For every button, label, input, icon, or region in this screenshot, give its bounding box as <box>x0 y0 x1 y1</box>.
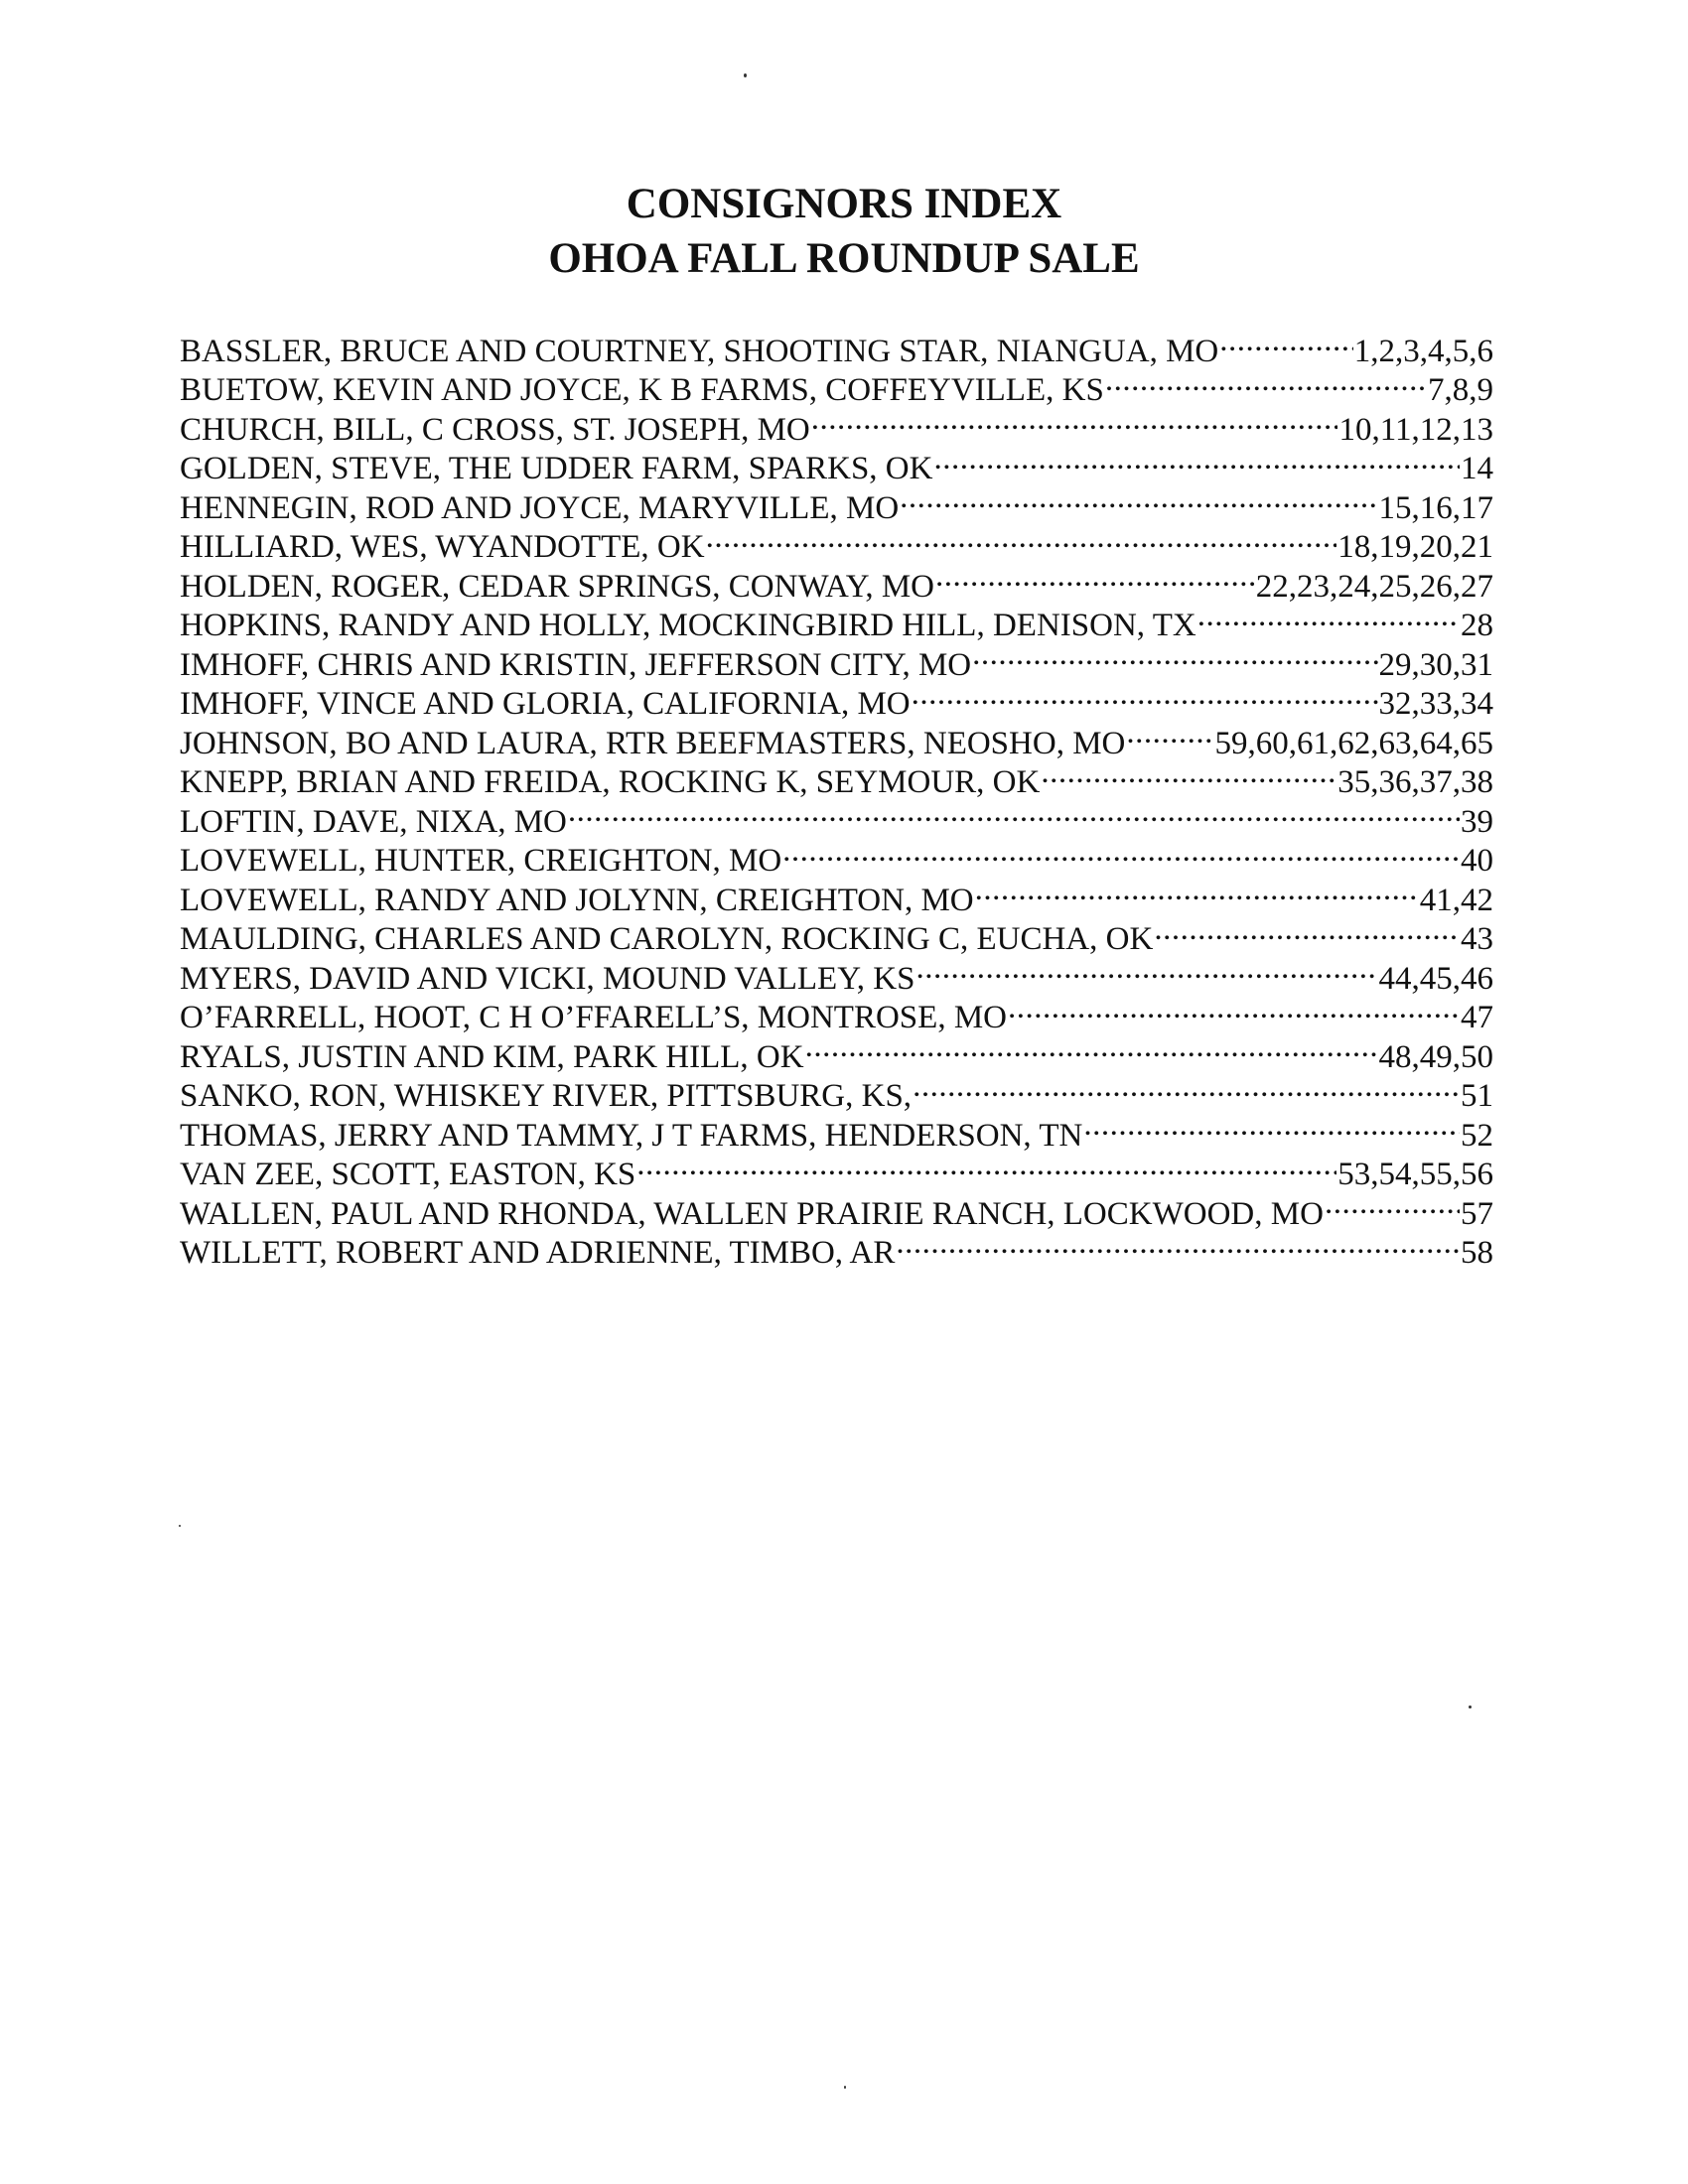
dot-leader <box>636 1146 1336 1185</box>
dot-leader <box>568 792 1460 832</box>
lot-numbers: 51 <box>1461 1078 1493 1114</box>
lot-numbers: 58 <box>1461 1235 1493 1271</box>
consignor-name: WALLEN, PAUL AND RHONDA, WALLEN PRAIRIE RANCH, LOCKWOOD, MO <box>180 1195 1324 1232</box>
dot-leader <box>896 1224 1460 1264</box>
consignor-name: RYALS, JUSTIN AND KIM, PARK HILL, OK <box>180 1038 804 1075</box>
consignor-name: HOLDEN, ROGER, CEDAR SPRINGS, CONWAY, MO <box>180 568 935 605</box>
lot-numbers: 14 <box>1461 451 1493 486</box>
lot-numbers: 15,16,17 <box>1378 489 1493 526</box>
scan-speck <box>179 1525 181 1527</box>
consignor-name: CHURCH, BILL, C CROSS, ST. JOSEPH, MO <box>180 411 810 448</box>
dot-leader <box>935 557 1255 597</box>
consignor-name: BUETOW, KEVIN AND JOYCE, K B FARMS, COFFEYVILLE, KS <box>180 372 1104 408</box>
lot-numbers: 28 <box>1461 608 1493 643</box>
consignor-name: WILLETT, ROBERT AND ADRIENNE, TIMBO, AR <box>180 1235 896 1271</box>
lot-numbers: 47 <box>1461 1000 1493 1035</box>
dot-leader <box>900 478 1377 518</box>
scan-speck <box>844 2086 846 2089</box>
dot-leader <box>913 1067 1460 1107</box>
lot-numbers: 48,49,50 <box>1378 1038 1493 1075</box>
dot-leader <box>912 675 1378 715</box>
consignor-name: GOLDEN, STEVE, THE UDDER FARM, SPARKS, OK <box>180 451 933 486</box>
lot-numbers: 40 <box>1461 843 1493 879</box>
dot-leader <box>1008 989 1460 1028</box>
dot-leader <box>1083 1106 1460 1146</box>
lot-numbers: 44,45,46 <box>1378 960 1493 997</box>
lot-numbers: 41,42 <box>1419 882 1493 918</box>
consignor-name: IMHOFF, CHRIS AND KRISTIN, JEFFERSON CITY, MO <box>180 646 972 683</box>
lot-numbers: 57 <box>1461 1195 1493 1232</box>
lot-numbers: 43 <box>1461 921 1493 957</box>
dot-leader <box>933 440 1460 479</box>
document-subtitle: OHOA FALL ROUNDUP SALE <box>548 235 1140 282</box>
dot-leader <box>972 635 1377 675</box>
lot-numbers: 39 <box>1461 803 1493 840</box>
document-title: CONSIGNORS INDEX <box>626 181 1062 227</box>
dot-leader <box>811 400 1338 440</box>
lot-numbers: 7,8,9 <box>1428 372 1493 408</box>
consignor-name: LOFTIN, DAVE, NIXA, MO <box>180 803 567 840</box>
lot-numbers: 32,33,34 <box>1378 686 1493 722</box>
scan-speck <box>744 73 747 77</box>
lot-numbers: 1,2,3,4,5,6 <box>1353 333 1493 369</box>
lot-numbers: 59,60,61,62,63,64,65 <box>1214 725 1493 761</box>
consignor-name: KNEPP, BRIAN AND FREIDA, ROCKING K, SEYMOUR, OK <box>180 764 1041 800</box>
lot-numbers: 22,23,24,25,26,27 <box>1255 568 1493 605</box>
dot-leader <box>975 871 1419 910</box>
consignor-name: JOHNSON, BO AND LAURA, RTR BEEFMASTERS, NEOSHO, MO <box>180 725 1126 761</box>
consignor-name: SANKO, RON, WHISKEY RIVER, PITTSBURG, KS, <box>180 1078 913 1114</box>
consignor-name: O’FARRELL, HOOT, C H O’FFARELL’S, MONTROSE, MO <box>180 1000 1007 1035</box>
dot-leader <box>915 949 1377 989</box>
dot-leader <box>805 1027 1378 1067</box>
index-entry <box>180 322 1493 369</box>
scan-speck <box>1469 1706 1472 1708</box>
document-header <box>0 177 1688 286</box>
dot-leader <box>1154 910 1460 950</box>
consignor-name: BASSLER, BRUCE AND COURTNEY, SHOOTING STAR, NIANGUA, MO <box>180 333 1219 369</box>
consignor-name: VAN ZEE, SCOTT, EASTON, KS <box>180 1157 636 1192</box>
dot-leader <box>1105 361 1427 401</box>
dot-leader <box>1219 322 1352 361</box>
consignor-name: IMHOFF, VINCE AND GLORIA, CALIFORNIA, MO <box>180 686 911 722</box>
lot-numbers: 52 <box>1461 1117 1493 1154</box>
consignor-name: THOMAS, JERRY AND TAMMY, J T FARMS, HENDERSON, TN <box>180 1117 1083 1154</box>
dot-leader <box>782 832 1460 872</box>
dot-leader <box>1197 597 1460 636</box>
lot-numbers: 53,54,55,56 <box>1337 1157 1493 1192</box>
consignor-name: MAULDING, CHARLES AND CAROLYN, ROCKING C, EUCHA, OK <box>180 921 1154 957</box>
consignor-name: LOVEWELL, HUNTER, CREIGHTON, MO <box>180 843 782 879</box>
dot-leader <box>1325 1184 1460 1224</box>
lot-numbers: 29,30,31 <box>1378 646 1493 683</box>
lot-numbers: 10,11,12,13 <box>1338 411 1493 448</box>
dot-leader <box>1041 753 1336 793</box>
dot-leader <box>706 518 1337 558</box>
consignors-index-list <box>180 322 1493 1271</box>
consignor-name: MYERS, DAVID AND VICKI, MOUND VALLEY, KS <box>180 960 915 997</box>
consignor-name: LOVEWELL, RANDY AND JOLYNN, CREIGHTON, MO <box>180 882 974 918</box>
lot-numbers: 18,19,20,21 <box>1337 529 1493 565</box>
lot-numbers: 35,36,37,38 <box>1337 764 1493 800</box>
consignor-name: HOPKINS, RANDY AND HOLLY, MOCKINGBIRD HILL, DENISON, TX <box>180 608 1196 643</box>
consignor-name: HENNEGIN, ROD AND JOYCE, MARYVILLE, MO <box>180 489 900 526</box>
dot-leader <box>1126 714 1213 753</box>
consignor-name: HILLIARD, WES, WYANDOTTE, OK <box>180 529 705 565</box>
